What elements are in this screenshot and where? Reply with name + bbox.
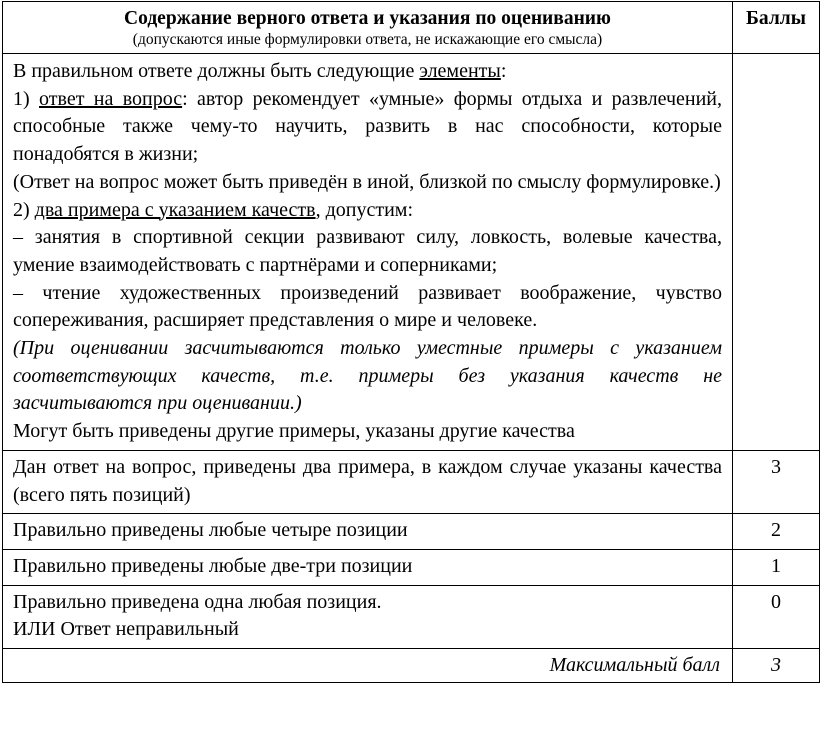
criterion-score: 3 xyxy=(733,450,820,513)
answer-intro: В правильном ответе должны быть следующие элементы: xyxy=(13,60,507,82)
max-value: 3 xyxy=(733,649,820,683)
header-content-cell xyxy=(3,2,733,54)
max-row xyxy=(3,649,820,683)
answer-points-cell xyxy=(733,54,820,451)
criteria-row xyxy=(3,549,820,585)
item2-label: два примера с указанием качеств xyxy=(34,198,316,221)
header-subtitle: (допускаются иные формулировки ответа, не искажающие его смысла) xyxy=(132,31,603,48)
criterion-text: Дан ответ на вопрос, приведены два примера, в каждом случае указаны качества (всего пять позиций) xyxy=(3,450,733,513)
answer-item-1-note: (Ответ на вопрос может быть приведён в иной, близкой по смыслу формулировке.) xyxy=(13,170,721,193)
criterion-score: 1 xyxy=(733,549,820,585)
criteria-row xyxy=(3,514,820,550)
criteria-row xyxy=(3,450,820,513)
answer-item-2: 2) два примера с указанием качеств, допустим: xyxy=(13,198,414,221)
other-examples: Могут быть приведены другие примеры, указаны другие качества xyxy=(13,420,575,443)
item1-label: ответ на вопрос xyxy=(39,87,183,110)
answer-row xyxy=(3,54,820,451)
header-points: Баллы xyxy=(733,2,820,54)
header-row xyxy=(3,2,820,54)
header-title: Содержание верного ответа и указания по оцениванию xyxy=(124,8,611,29)
criterion-text: Правильно приведены любые четыре позиции xyxy=(3,514,733,550)
answer-item-1: 1) ответ на вопрос: автор рекомендует «умные» формы отдыха и развлечений, способные также чему-то научить, развить в нас способности, которые понадобятся в жизни; xyxy=(13,87,722,166)
max-label: Максимальный балл xyxy=(3,649,733,683)
criterion-score: 2 xyxy=(733,514,820,550)
example-2: – чтение художественных произведений развивает воображение, чувство сопереживания, расширяет представления о мире и человеке. xyxy=(13,281,722,332)
scoring-table xyxy=(2,1,820,683)
criteria-row xyxy=(3,585,820,648)
criterion-score: 0 xyxy=(733,585,820,648)
answer-cell xyxy=(3,54,733,451)
example-1: – занятия в спортивной секции развивают силу, ловкость, волевые качества, умение взаимодействовать с партнёрами и соперниками; xyxy=(13,226,722,276)
grading-note: (При оценивании засчитываются только уместные примеры с указанием соответствующих качеств, т.е. примеры без указания качеств не засчитываются при оценивании.) xyxy=(13,337,722,415)
criterion-text: Правильно приведены любые две-три позиции xyxy=(3,549,733,585)
intro-elements: элементы xyxy=(419,60,501,82)
criterion-text: Правильно приведена одна любая позиция. ИЛИ Ответ неправильный xyxy=(3,585,733,648)
